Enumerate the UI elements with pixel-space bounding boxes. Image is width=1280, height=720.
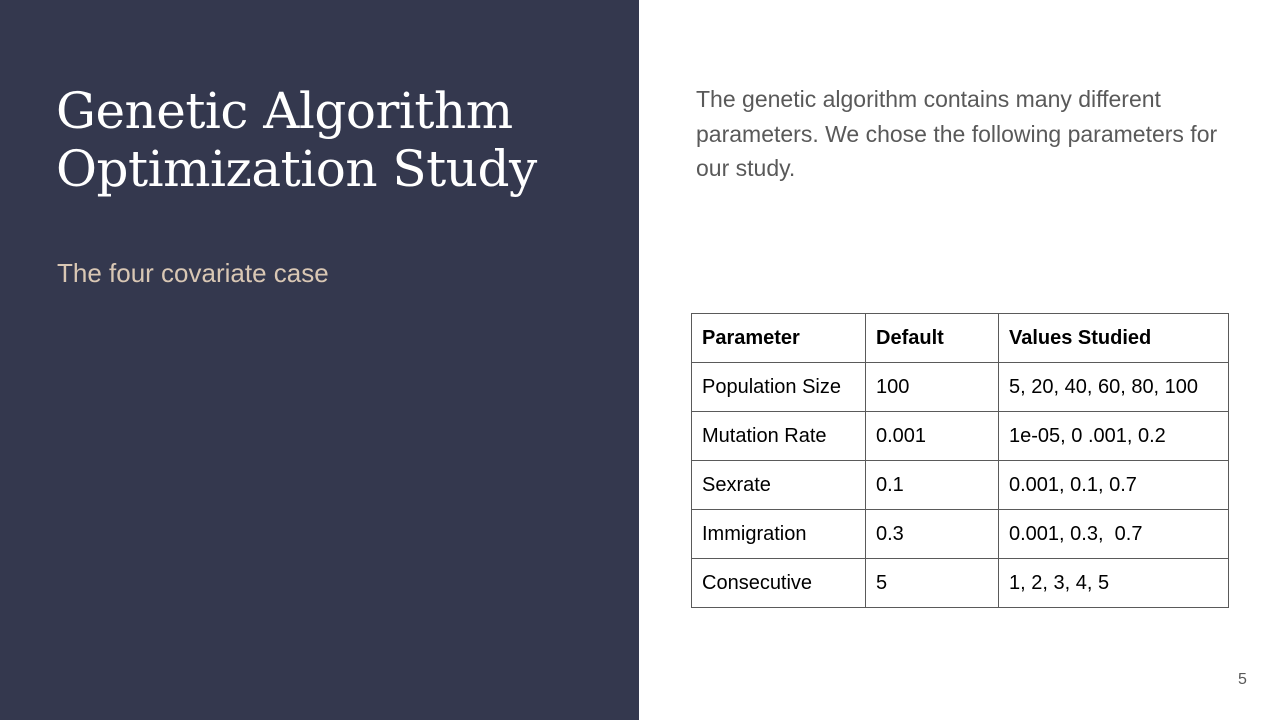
cell-parameter: Sexrate — [692, 461, 866, 510]
slide-title — [56, 82, 616, 198]
title-line-1: Genetic Algorithm — [56, 82, 513, 140]
table-row — [692, 363, 1229, 412]
slide-subtitle: The four covariate case — [57, 258, 329, 288]
cell-default: 0.001 — [866, 412, 999, 461]
title-line-2: Optimization Study — [56, 140, 537, 198]
left-title-panel — [0, 0, 639, 720]
cell-default: 0.3 — [866, 510, 999, 559]
cell-values: 0.001, 0.1, 0.7 — [999, 461, 1229, 510]
cell-default: 0.1 — [866, 461, 999, 510]
header-default: Default — [866, 314, 999, 363]
table-row — [692, 510, 1229, 559]
table-row — [692, 461, 1229, 510]
header-parameter: Parameter — [692, 314, 866, 363]
header-values-studied: Values Studied — [999, 314, 1229, 363]
cell-parameter: Population Size — [692, 363, 866, 412]
cell-default: 5 — [866, 559, 999, 608]
cell-default: 100 — [866, 363, 999, 412]
cell-parameter: Mutation Rate — [692, 412, 866, 461]
cell-values: 0.001, 0.3, 0.7 — [999, 510, 1229, 559]
table-row — [692, 559, 1229, 608]
cell-values: 5, 20, 40, 60, 80, 100 — [999, 363, 1229, 412]
cell-parameter: Consecutive — [692, 559, 866, 608]
intro-paragraph: The genetic algorithm contains many different parameters. We chose the following parameters for our study. — [696, 86, 1218, 181]
cell-values: 1e-05, 0 .001, 0.2 — [999, 412, 1229, 461]
parameters-table — [691, 313, 1229, 608]
cell-parameter: Immigration — [692, 510, 866, 559]
table-header-row — [692, 314, 1229, 363]
cell-values: 1, 2, 3, 4, 5 — [999, 559, 1229, 608]
page-number: 5 — [1238, 671, 1247, 688]
table-row — [692, 412, 1229, 461]
